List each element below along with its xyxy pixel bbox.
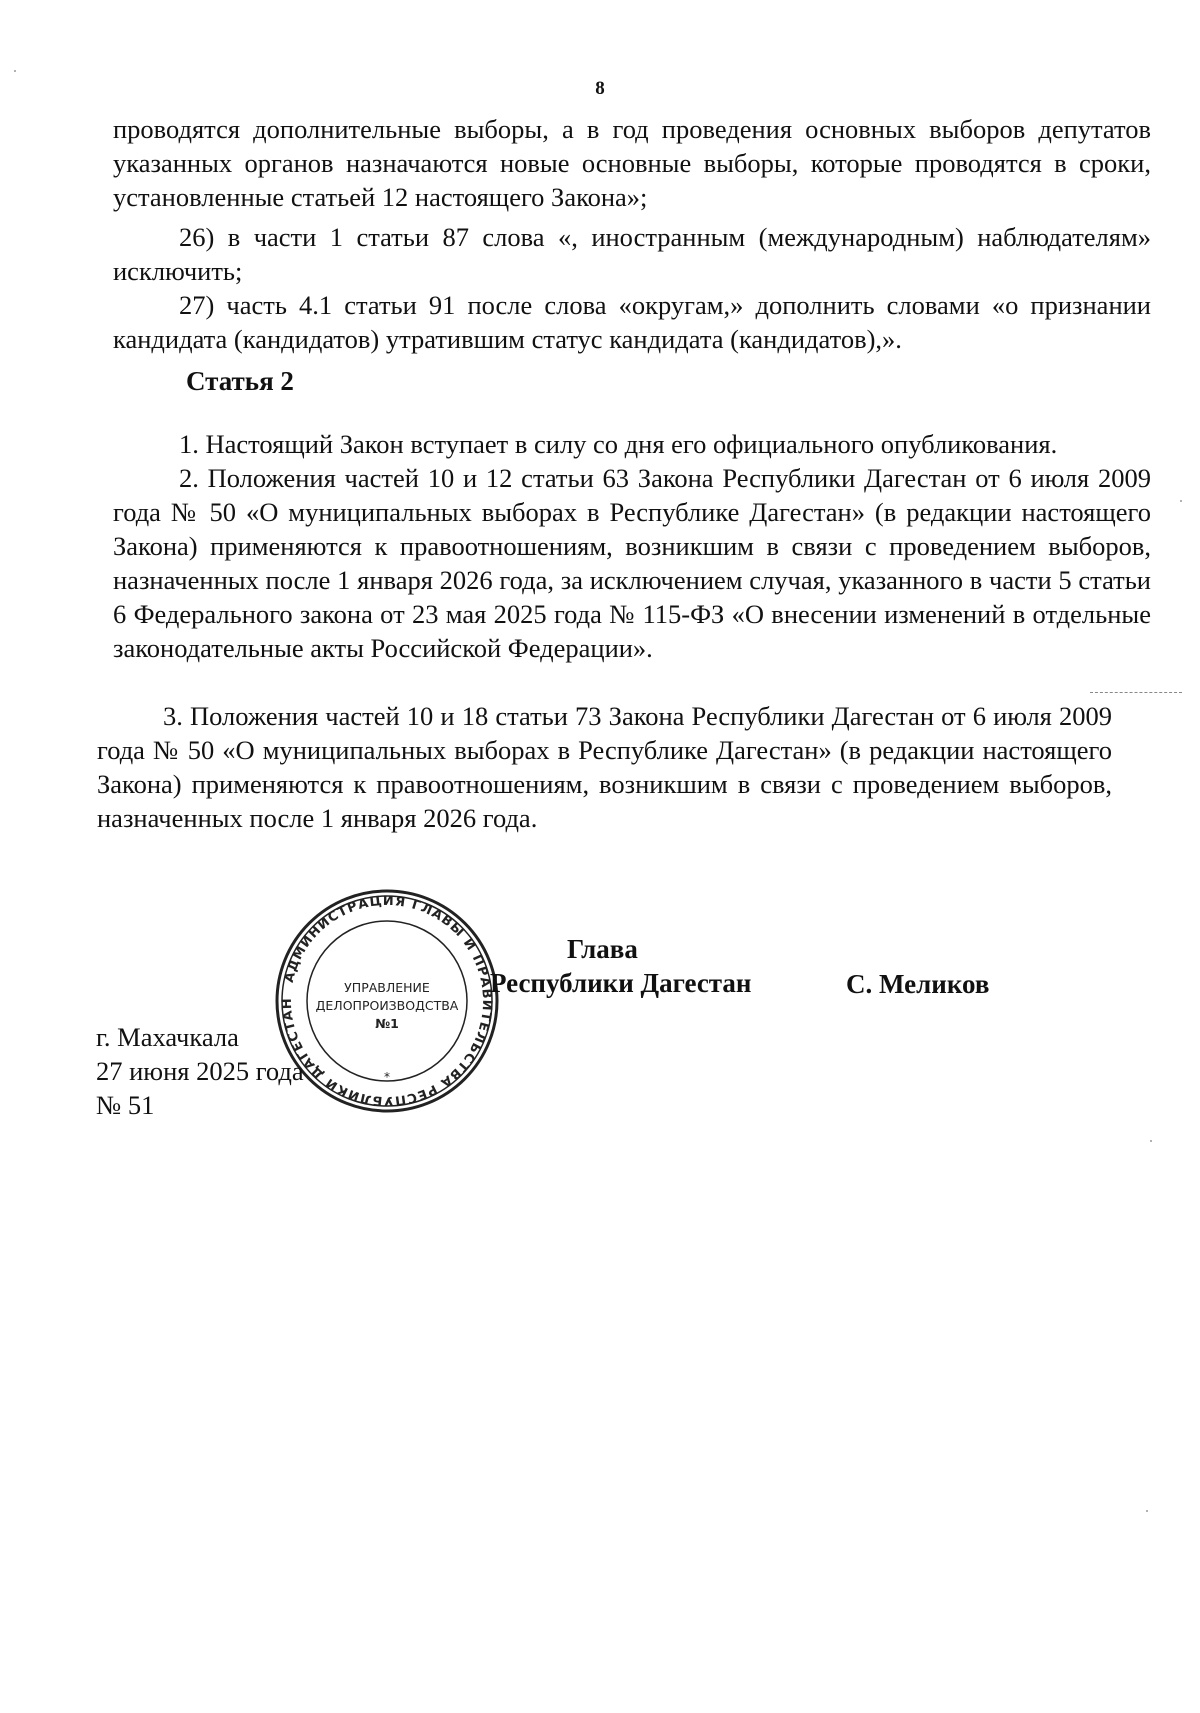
place-of-signing: г. Махачкала <box>96 1022 239 1052</box>
stamp-star: * <box>384 1070 390 1084</box>
stamp-line-3: №1 <box>375 1016 399 1031</box>
stamp-line-2: ДЕЛОПРОИЗВОДСТВА <box>315 998 459 1013</box>
scan-speck <box>14 70 16 72</box>
article-heading: Статья 2 <box>186 366 294 396</box>
stamp-outer-text: АДМИНИСТРАЦИЯ ГЛАВЫ И ПРАВИТЕЛЬСТВА РЕСПУБЛИКИ ДАГЕСТАН <box>279 893 495 1109</box>
signatory-title-line-2: Республики Дагестан <box>490 968 752 998</box>
signatory-title-line-1: Глава <box>567 934 638 964</box>
stamp-line-1: УПРАВЛЕНИЕ <box>344 980 430 995</box>
paragraph-clause-1: 1. Настоящий Закон вступает в силу со дня его официального опубликования. <box>179 429 1058 459</box>
scan-speck <box>1146 1510 1148 1512</box>
paragraph-continuation: проводятся дополнительные выборы, а в год проведения основных выборов депутатов указанных органов назначаются новые основные выборы, которые проводятся в сроки, установленные статьей 12 настоящего Закона»; <box>113 114 1151 212</box>
official-stamp <box>274 888 500 1114</box>
scan-divider <box>1090 692 1182 693</box>
paragraph-item-26: 26) в части 1 статьи 87 слова «, иностранным (международным) наблюдателям» исключить; <box>113 222 1151 286</box>
scan-speck <box>1180 500 1182 502</box>
paragraph-item-27: 27) часть 4.1 статьи 91 после слова «округам,» дополнить словами «о признании кандидата (кандидатов) утратившим статус кандидата (кандидатов),». <box>113 290 1151 354</box>
scan-speck <box>1150 1140 1152 1142</box>
paragraph-clause-3: 3. Положения частей 10 и 18 статьи 73 Закона Республики Дагестан от 6 июля 2009 года № 50 «О муниципальных выборах в Республике Дагестан» (в редакции настоящего Закона) применяются к правоотношениям, возникшим в связи с проведением выборов, назначенных после 1 января 2026 года. <box>97 701 1112 833</box>
signing-date: 27 июня 2025 года <box>96 1056 304 1086</box>
law-number: № 51 <box>96 1090 155 1120</box>
page-number: 8 <box>595 78 605 99</box>
paragraph-clause-2: 2. Положения частей 10 и 12 статьи 63 Закона Республики Дагестан от 6 июля 2009 года № 50 «О муниципальных выборах в Республике Дагестан» (в редакции настоящего Закона) применяются к правоотношениям, возникшим в связи с проведением выборов, назначенных после 1 января 2026 года, за исключением случая, указанного в части 5 статьи 6 Федерального закона от 23 мая 2025 года № 115-ФЗ «О внесении изменений в отдельные законодательные акты Российской Федерации». <box>113 463 1151 663</box>
signatory-name: С. Меликов <box>846 969 990 999</box>
